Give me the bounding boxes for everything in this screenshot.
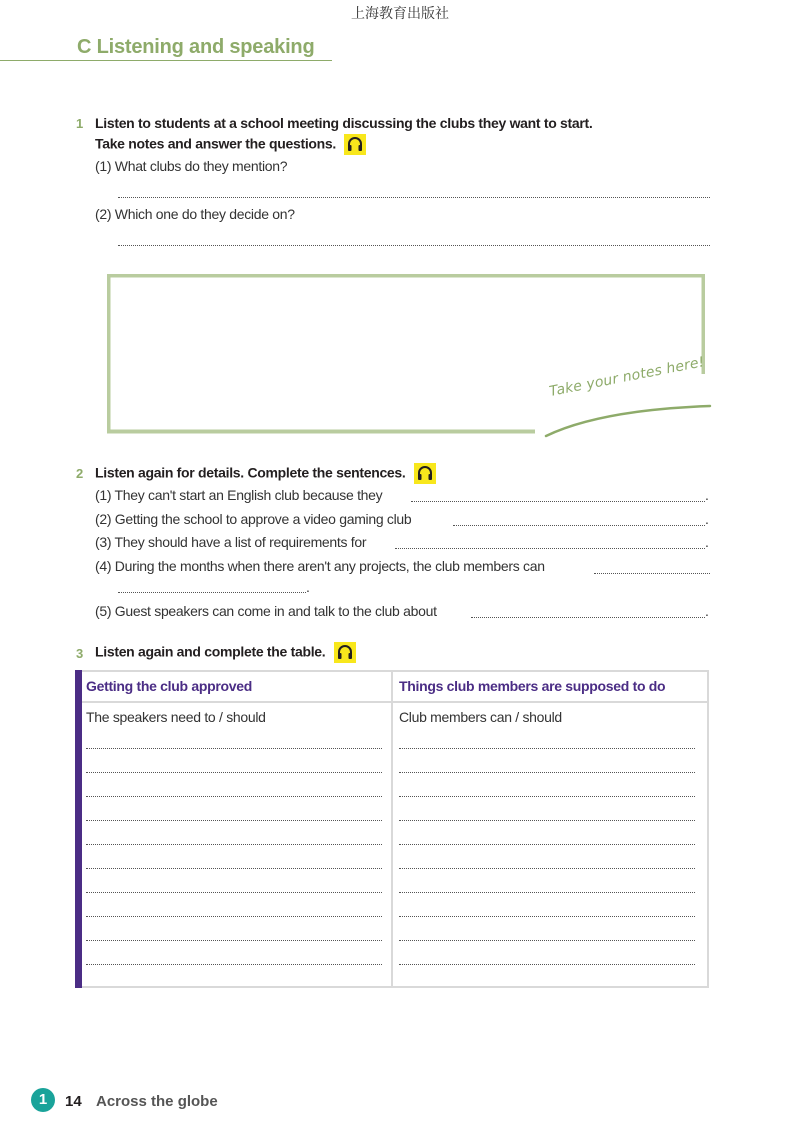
table-answer-line[interactable]	[399, 892, 695, 893]
table-answer-line[interactable]	[399, 820, 695, 821]
unit-badge: 1	[31, 1088, 55, 1112]
table-answer-line[interactable]	[86, 892, 382, 893]
table-accent-bar	[75, 670, 82, 988]
table-answer-line[interactable]	[86, 796, 382, 797]
question-2-sub-5: (5) Guest speakers can come in and talk to the club about	[95, 603, 437, 619]
question-1-number: 1	[76, 116, 84, 131]
table-header-divider	[82, 701, 709, 703]
question-3-text-wrap	[95, 642, 356, 663]
answer-line-1-1[interactable]	[118, 197, 710, 198]
question-2-text-wrap	[95, 463, 436, 484]
publisher-name: 上海教育出版社	[351, 6, 449, 22]
sentence-end-3: .	[705, 534, 709, 550]
sentence-end-1: .	[705, 487, 709, 503]
question-2-number: 2	[76, 466, 84, 481]
table-column-divider	[391, 670, 393, 988]
table-cell-club-members: Club members can / should	[399, 709, 562, 725]
headphones-icon[interactable]	[414, 463, 436, 484]
question-2-sub-4: (4) During the months when there aren't any projects, the club members can	[95, 558, 545, 574]
answer-line-2-5[interactable]	[471, 617, 705, 618]
table-answer-line[interactable]	[399, 916, 695, 917]
section-rule	[0, 60, 332, 61]
headphones-icon[interactable]	[334, 642, 356, 663]
table-answer-line[interactable]	[399, 844, 695, 845]
table-answer-line[interactable]	[86, 964, 382, 965]
question-2-sub-2: (2) Getting the school to approve a video gaming club	[95, 511, 412, 527]
unit-title: Across the globe	[96, 1093, 218, 1110]
answer-line-2-3[interactable]	[395, 548, 705, 549]
question-2-sub-1: (1) They can't start an English club because they	[95, 487, 383, 503]
answer-line-2-1[interactable]	[411, 501, 705, 502]
table-answer-line[interactable]	[399, 796, 695, 797]
table-header-members: Things club members are supposed to do	[399, 678, 666, 694]
question-1-sub-1: (1) What clubs do they mention?	[95, 158, 288, 174]
headphones-icon[interactable]	[344, 134, 366, 155]
answer-line-1-2[interactable]	[118, 245, 710, 246]
table-cell-speakers: The speakers need to / should	[86, 709, 266, 725]
notes-label: Take your notes here!	[547, 354, 706, 400]
table-answer-line[interactable]	[86, 820, 382, 821]
question-1-line2-wrap	[95, 134, 366, 155]
table-answer-line[interactable]	[86, 940, 382, 941]
section-title: C Listening and speaking	[77, 36, 315, 58]
question-1-line1: Listen to students at a school meeting discussing the clubs they want to start.	[95, 115, 593, 131]
table-answer-line[interactable]	[399, 868, 695, 869]
table-answer-line[interactable]	[399, 964, 695, 965]
question-2-sub-3: (3) They should have a list of requirements for	[95, 534, 367, 550]
table-answer-line[interactable]	[86, 772, 382, 773]
question-3-number: 3	[76, 646, 84, 661]
notes-swoosh	[540, 398, 715, 440]
table-answer-line[interactable]	[399, 940, 695, 941]
question-2-text: Listen again for details. Complete the sentences.	[95, 464, 406, 481]
table-answer-line[interactable]	[86, 844, 382, 845]
sentence-end-2: .	[705, 511, 709, 527]
table-answer-line[interactable]	[86, 748, 382, 749]
answer-line-2-2[interactable]	[453, 525, 705, 526]
answer-line-2-4b[interactable]	[118, 592, 306, 593]
table-answer-line[interactable]	[399, 772, 695, 773]
table-answer-line[interactable]	[86, 916, 382, 917]
question-1-line2: Take notes and answer the questions.	[95, 135, 337, 152]
page-number: 14	[65, 1093, 82, 1110]
question-3-text: Listen again and complete the table.	[95, 643, 326, 660]
sentence-end-5: .	[705, 603, 709, 619]
table-answer-line[interactable]	[86, 868, 382, 869]
answer-line-2-4a[interactable]	[594, 573, 710, 574]
question-1-sub-2: (2) Which one do they decide on?	[95, 206, 295, 222]
sentence-end-4: .	[306, 579, 310, 595]
table-answer-line[interactable]	[399, 748, 695, 749]
table-header-approved: Getting the club approved	[86, 678, 252, 694]
